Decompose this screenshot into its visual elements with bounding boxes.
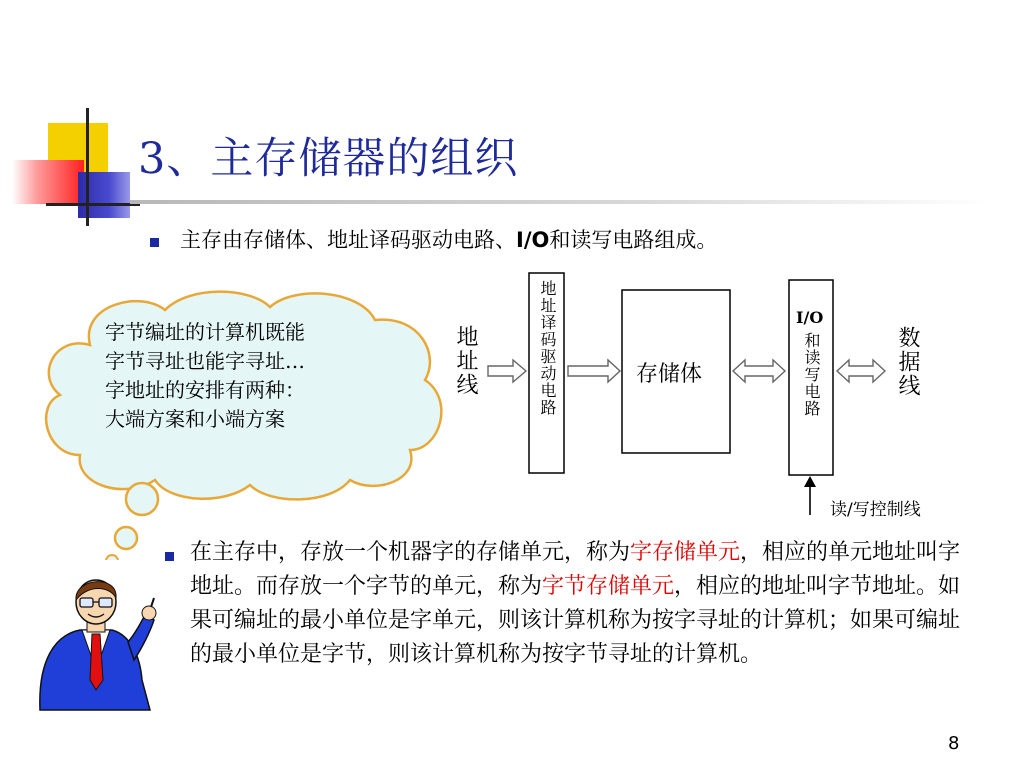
cloud-line: 字节寻址也能字寻址… bbox=[105, 349, 305, 373]
storage-label: 存储体 bbox=[636, 362, 703, 387]
decoder-label: 地址译码驱动电路 bbox=[538, 280, 557, 416]
slide-title: 3、主存储器的组织 bbox=[138, 134, 519, 184]
storage-io-arrow bbox=[733, 360, 785, 382]
bullet-square-icon bbox=[150, 238, 159, 247]
data-line-label: 数据线 bbox=[895, 326, 920, 398]
io-data-arrow bbox=[837, 360, 885, 382]
cloud-text bbox=[105, 318, 405, 434]
title-deco-red-bar bbox=[12, 160, 84, 204]
bullet-square-icon bbox=[165, 552, 174, 561]
cloud-line: 字地址的安排有两种： bbox=[105, 378, 305, 402]
io-label-bottom: 和读写电路 bbox=[802, 332, 821, 417]
title-deco-horizontal-line bbox=[46, 203, 140, 206]
page-number: 8 bbox=[948, 733, 960, 754]
cloud-line: 大端方案和小端方案 bbox=[105, 407, 285, 431]
control-line-label: 读/写控制线 bbox=[830, 500, 921, 520]
io-label-top: I/O bbox=[796, 308, 824, 327]
highlight-byte-storage-unit: 字节存储单元 bbox=[542, 574, 675, 599]
cloud-line: 字节编址的计算机既能 bbox=[105, 320, 305, 344]
bullet-text-2: 在主存中，存放一个机器字的存储单元，称为字存储单元，相应的单元地址叫字地址。而存放一个字节的单元，称为字节存储单元，相应的地址叫字节地址。如果可编址的最小单位是字单元，则该计算机称为按字寻址的计算机；如果可编址的最小单位是字节，则该计算机称为按字节寻址的计算机。 bbox=[190, 540, 961, 667]
decoder-storage-arrow bbox=[568, 360, 620, 382]
highlight-word-storage-unit: 字存储单元 bbox=[630, 540, 741, 565]
address-line-label: 地址线 bbox=[453, 325, 478, 397]
title-deco-vertical-line bbox=[86, 108, 89, 226]
address-arrow bbox=[488, 360, 526, 382]
presenter-cartoon-icon bbox=[30, 570, 160, 715]
bullet-text-1: 主存由存储体、地址译码驱动电路、I/O和读写电路组成。 bbox=[180, 228, 718, 252]
title-underline bbox=[130, 200, 990, 204]
